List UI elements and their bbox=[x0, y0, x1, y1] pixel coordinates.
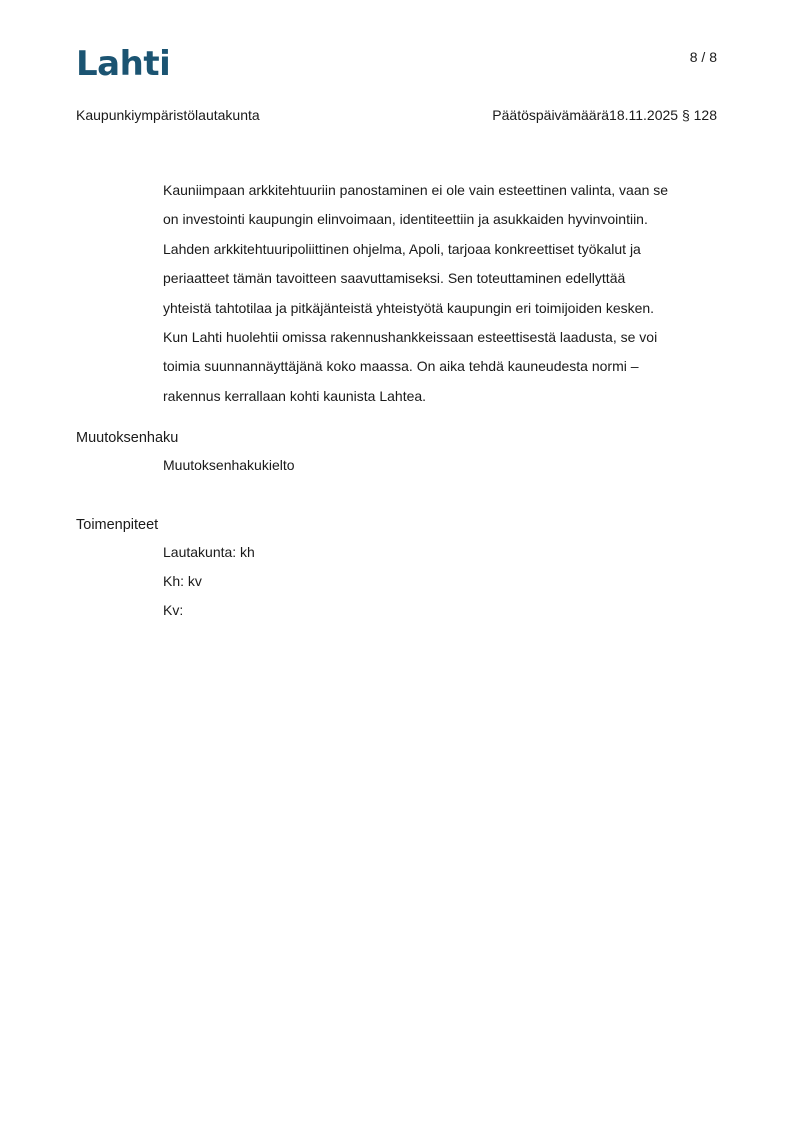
body-line: on investointi kaupungin elinvoimaan, identiteettiin ja asukkaiden hyvinvointiin. bbox=[163, 211, 648, 228]
body-line: toimia suunnannäyttäjänä koko maassa. On aika tehdä kauneudesta normi – bbox=[163, 358, 639, 375]
decision-date-label: Päätöspäivämäärä bbox=[492, 107, 610, 123]
decision-meta bbox=[492, 107, 717, 123]
page-number: 8 / 8 bbox=[689, 49, 717, 65]
action-item: Kv: bbox=[163, 602, 184, 618]
body-line: yhteistä tahtotilaa ja pitkäjänteistä yhteistyötä kaupungin eri toimijoiden kesken. bbox=[163, 299, 655, 316]
section-number: § 128 bbox=[681, 107, 717, 123]
lahti-logo: Lahti bbox=[76, 44, 171, 84]
body-paragraph bbox=[163, 176, 723, 411]
body-line: periaatteet tämän tavoitteen saavuttamiseksi. Sen toteuttaminen edellyttää bbox=[163, 270, 626, 287]
appeal-text: Muutoksenhakukielto bbox=[163, 457, 295, 473]
action-item: Kh: kv bbox=[163, 573, 202, 589]
committee-name: Kaupunkiympäristölautakunta bbox=[76, 107, 260, 123]
body-line: Lahden arkkitehtuuripoliittinen ohjelma, Apoli, tarjoaa konkreettiset työkalut ja bbox=[163, 240, 641, 257]
body-line: Kun Lahti huolehtii omissa rakennushankkeissaan esteettisestä laadusta, se voi bbox=[163, 329, 658, 346]
appeal-heading: Muutoksenhaku bbox=[76, 430, 179, 446]
body-line: rakennus kerrallaan kohti kaunista Lahtea. bbox=[163, 387, 427, 404]
actions-heading: Toimenpiteet bbox=[76, 517, 159, 533]
body-line: Kauniimpaan arkkitehtuuriin panostaminen ei ole vain esteettinen valinta, vaan se bbox=[163, 182, 669, 198]
action-item: Lautakunta: kh bbox=[163, 544, 255, 560]
decision-date: 18.11.2025 bbox=[609, 107, 679, 123]
